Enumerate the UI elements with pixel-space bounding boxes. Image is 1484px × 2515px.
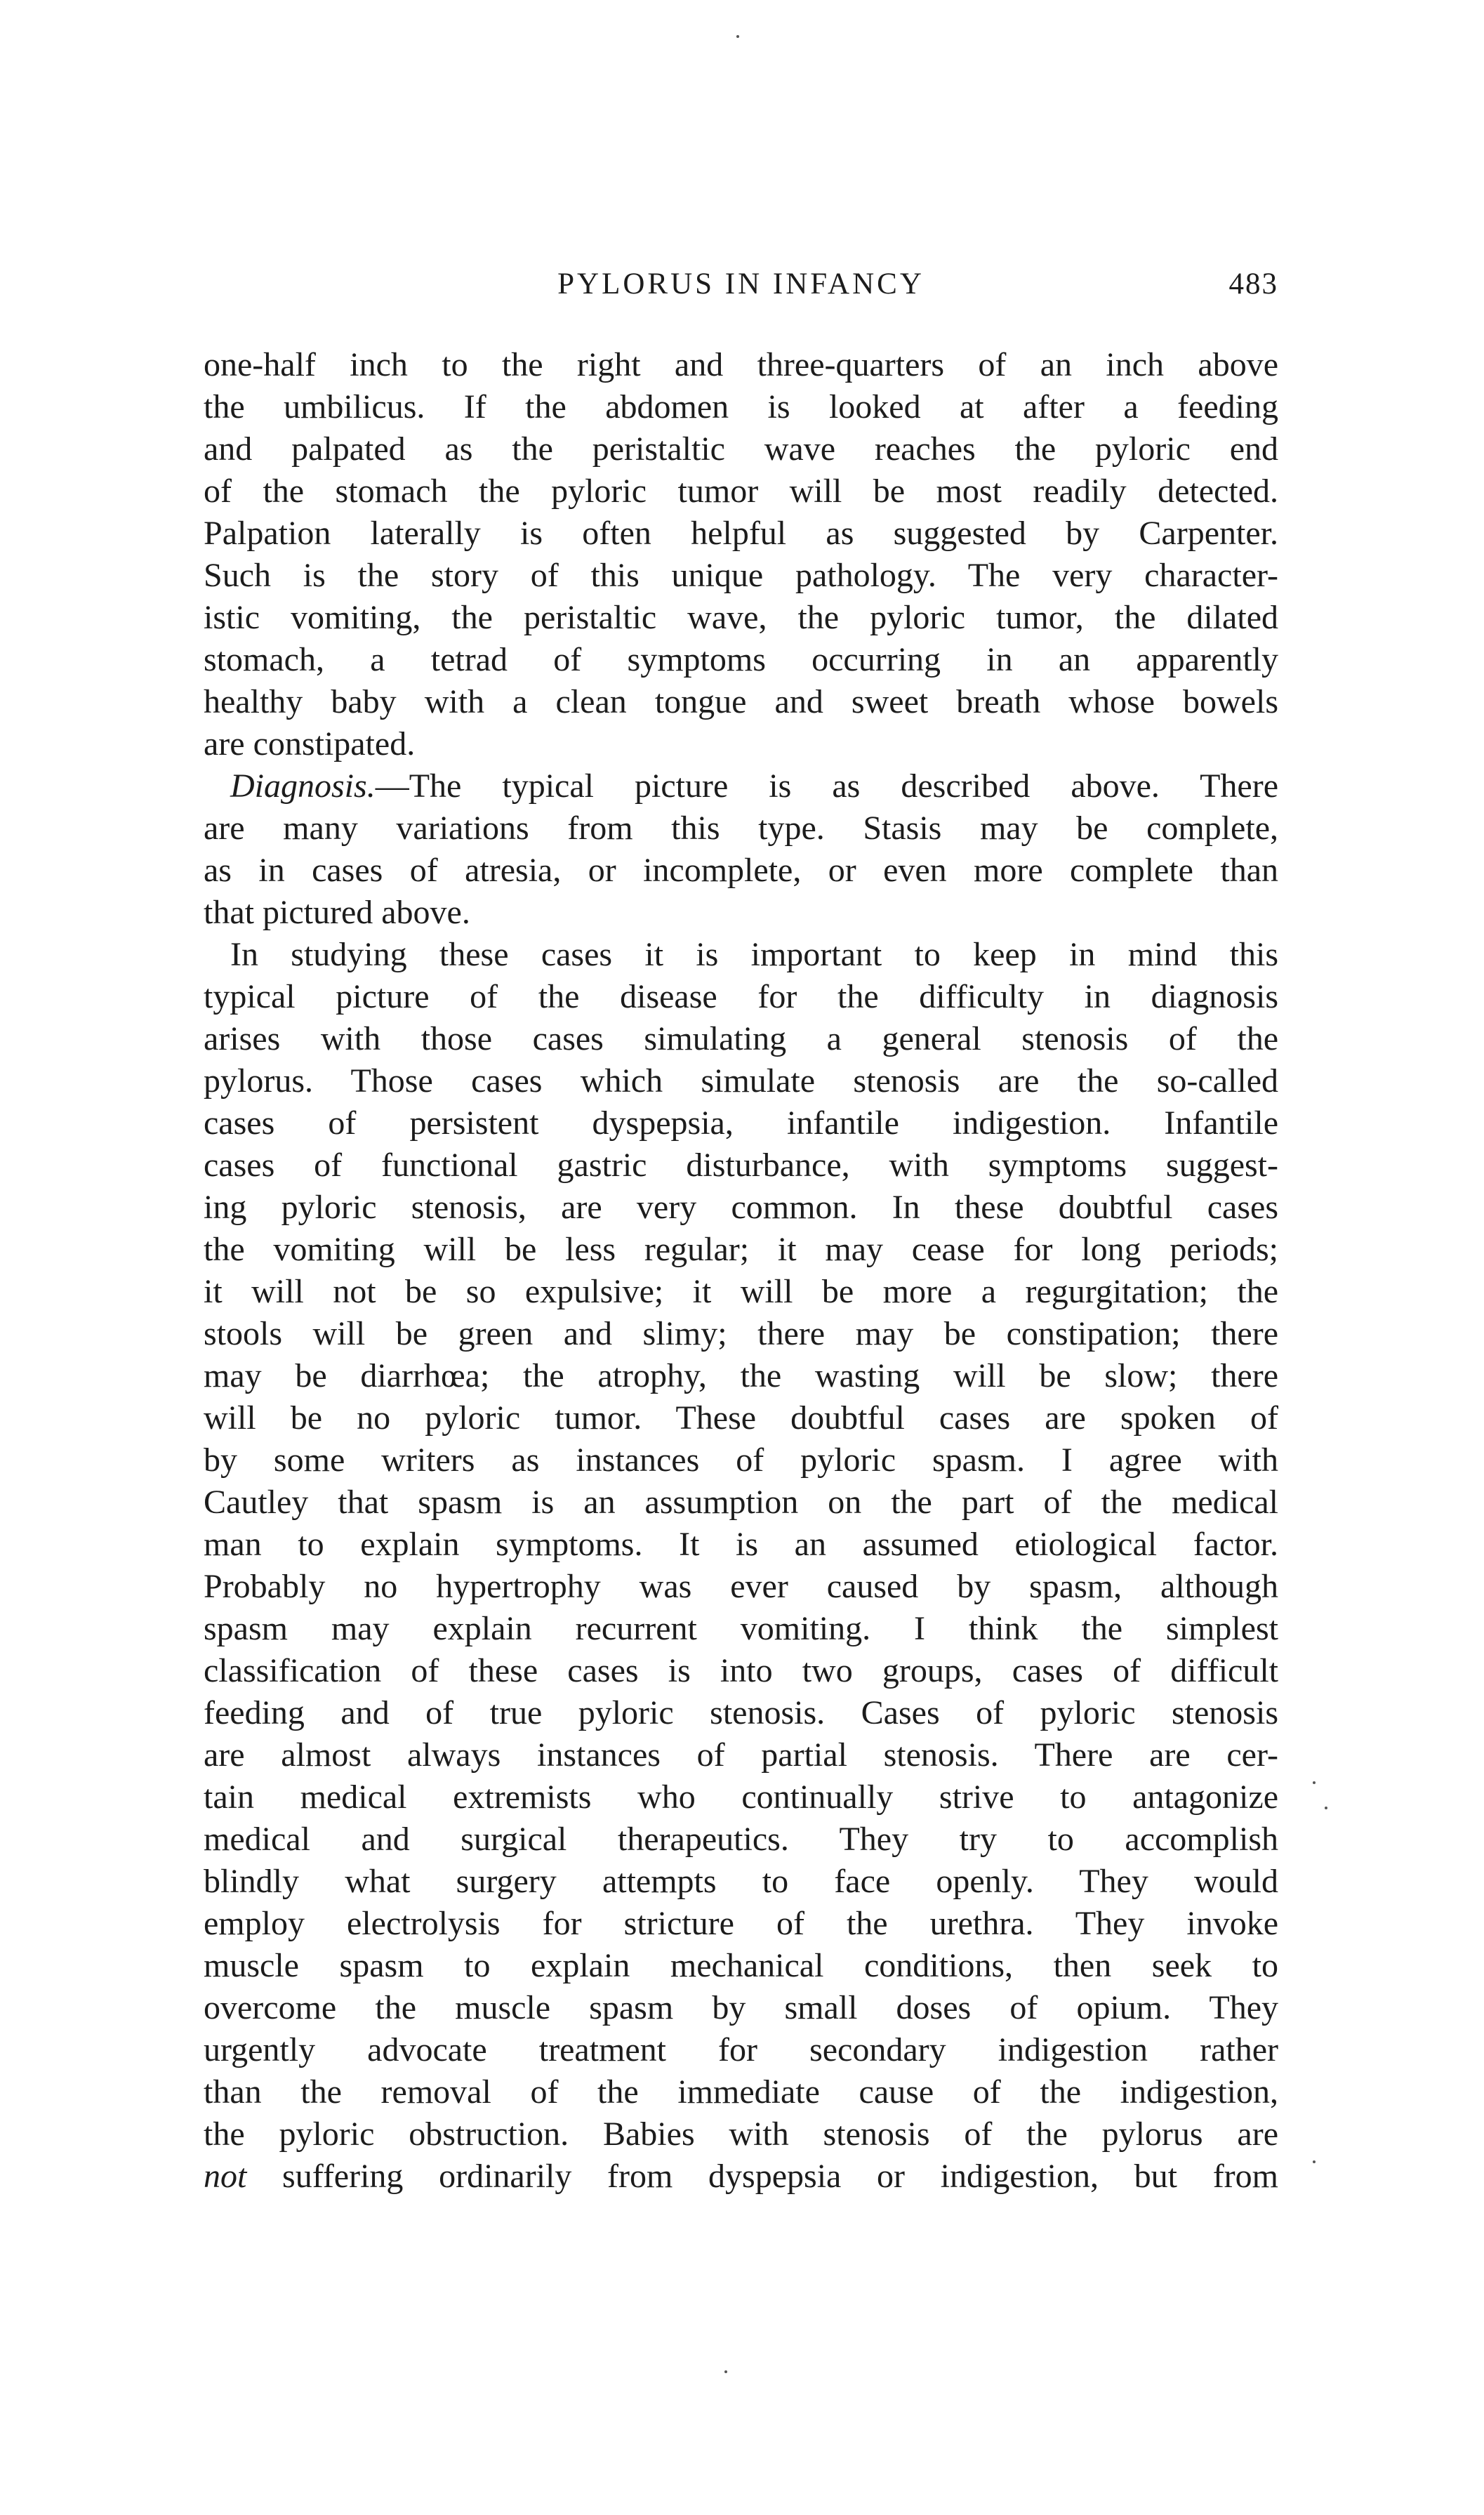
running-title: PYLORUS IN INFANCY bbox=[557, 268, 925, 301]
text-line: are almost always instances of partial stenosis. There are cer- bbox=[204, 1736, 1278, 1774]
scan-speck bbox=[1313, 2160, 1316, 2163]
text-line: pylorus. Those cases which simulate stenosis are the so-called bbox=[204, 1062, 1278, 1100]
body-text bbox=[204, 344, 1278, 2198]
text-line: istic vomiting, the peristaltic wave, the pyloric tumor, the dilated bbox=[204, 599, 1278, 636]
text-run: —The typical picture is as described above. There bbox=[375, 767, 1278, 805]
text-line: will be no pyloric tumor. These doubtful cases are spoken of bbox=[204, 1399, 1278, 1437]
text-line: are constipated. bbox=[204, 725, 416, 763]
text-line: as in cases of atresia, or incomplete, or even more complete than bbox=[204, 852, 1278, 889]
section-heading-diagnosis: Diagnosis. bbox=[230, 767, 376, 805]
text-line: overcome the muscle spasm by small doses of opium. They bbox=[204, 1989, 1278, 2026]
text-line: tain medical extremists who continually strive to antagonize bbox=[204, 1778, 1278, 1816]
text-line: typical picture of the disease for the difficulty in diagnosis bbox=[204, 978, 1278, 1015]
scan-speck bbox=[1325, 1807, 1327, 1809]
emphasis-word: not bbox=[204, 2158, 247, 2195]
text-line: cases of persistent dyspepsia, infantile indigestion. Infantile bbox=[204, 1104, 1278, 1142]
text-line: one-half inch to the right and three-quarters of an inch above bbox=[204, 346, 1278, 383]
scan-speck bbox=[736, 35, 739, 38]
text-line: ing pyloric stenosis, are very common. In these doubtful cases bbox=[204, 1189, 1278, 1226]
text-line: arises with those cases simulating a general stenosis of the bbox=[204, 1020, 1278, 1057]
text-line: than the removal of the immediate cause of the indigestion, bbox=[204, 2073, 1278, 2111]
text-line: medical and surgical therapeutics. They try to accomplish bbox=[204, 1821, 1278, 1858]
text-line: by some writers as instances of pyloric spasm. I agree with bbox=[204, 1441, 1278, 1479]
text-line: blindly what surgery attempts to face openly. They would bbox=[204, 1863, 1278, 1900]
text-line: and palpated as the peristaltic wave reaches the pyloric end bbox=[204, 430, 1278, 468]
text-line: the vomiting will be less regular; it may cease for long periods; bbox=[204, 1231, 1278, 1268]
running-head bbox=[204, 263, 1278, 305]
text-run: suffering ordinarily from dyspepsia or indigestion, but from bbox=[246, 2158, 1278, 2195]
text-line: Such is the story of this unique pathology. The very character- bbox=[204, 557, 1278, 594]
text-line: cases of functional gastric disturbance, with symptoms suggest- bbox=[204, 1147, 1278, 1184]
text-line: healthy baby with a clean tongue and sweet breath whose bowels bbox=[204, 683, 1278, 720]
text-line: that pictured above. bbox=[204, 894, 470, 931]
text-line: the umbilicus. If the abdomen is looked at after a feeding bbox=[204, 388, 1278, 425]
text-line: feeding and of true pyloric stenosis. Cases of pyloric stenosis bbox=[204, 1694, 1278, 1731]
text-line: employ electrolysis for stricture of the urethra. They invoke bbox=[204, 1905, 1278, 1942]
text-line: may be diarrhœa; the atrophy, the wasting will be slow; there bbox=[204, 1357, 1278, 1394]
scan-speck bbox=[1313, 1781, 1316, 1784]
text-line: stools will be green and slimy; there may be constipation; there bbox=[204, 1315, 1278, 1352]
text-line: it will not be so expulsive; it will be more a regurgitation; the bbox=[204, 1273, 1278, 1310]
text-line: spasm may explain recurrent vomiting. I think the simplest bbox=[204, 1610, 1278, 1647]
text-line: the pyloric obstruction. Babies with stenosis of the pylorus are bbox=[204, 2115, 1278, 2153]
text-line: urgently advocate treatment for secondary indigestion rather bbox=[204, 2031, 1278, 2068]
text-line: of the stomach the pyloric tumor will be most readily detected. bbox=[204, 473, 1278, 510]
text-line: man to explain symptoms. It is an assumed etiological factor. bbox=[204, 1526, 1278, 1563]
text-line: classification of these cases is into two groups, cases of difficult bbox=[204, 1652, 1278, 1689]
page-number: 483 bbox=[1228, 268, 1278, 301]
scan-speck bbox=[724, 2370, 727, 2373]
final-text-line bbox=[204, 2156, 1278, 2198]
text-line: are many variations from this type. Stasis may be complete, bbox=[204, 810, 1278, 847]
diagnosis-first-line bbox=[204, 765, 1278, 807]
text-line: Palpation laterally is often helpful as suggested by Carpenter. bbox=[204, 515, 1278, 552]
text-line: stomach, a tetrad of symptoms occurring in an apparently bbox=[204, 641, 1278, 678]
text-line: Probably no hypertrophy was ever caused by spasm, although bbox=[204, 1568, 1278, 1605]
text-line: muscle spasm to explain mechanical conditions, then seek to bbox=[204, 1947, 1278, 1984]
text-line: Cautley that spasm is an assumption on the part of the medical bbox=[204, 1484, 1278, 1521]
text-line: In studying these cases it is important to keep in mind this bbox=[230, 936, 1278, 973]
